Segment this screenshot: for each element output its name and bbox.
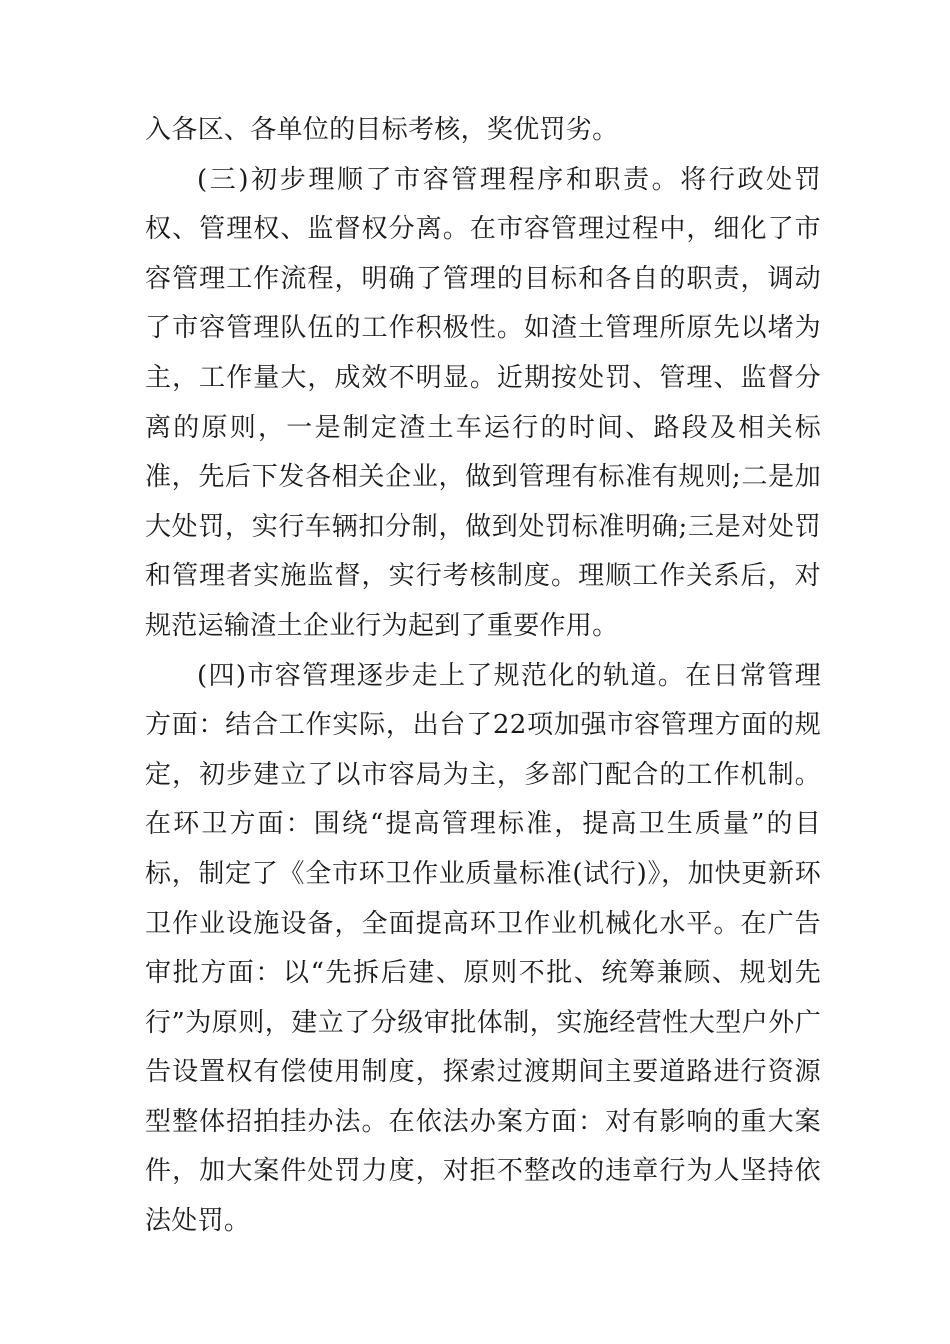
body-text <box>145 106 821 1247</box>
paragraph-section-three: (三)初步理顺了市容管理程序和职责。将行政处罚权、管理权、监督权分离。在市容管理过程中，细化了市容管理工作流程，明确了管理的目标和各自的职责，调动了市容管理队伍的工作积极性。如渣土管理所原先以堵为主，工作量大，成效不明显。近期按处罚、管理、监督分离的原则，一是制定渣土车运行的时间、路段及相关标准，先后下发各相关企业，做到管理有标准有规则;二是加大处罚，实行车辆扣分制，做到处罚标准明确;三是对处罚和管理者实施监督，实行考核制度。理顺工作关系后，对规范运输渣土企业行为起到了重要作用。 <box>145 164 821 641</box>
paragraph-continuation: 入各区、各单位的目标考核，奖优罚劣。 <box>145 115 619 145</box>
paragraph-section-four: (四)市容管理逐步走上了规范化的轨道。在日常管理方面：结合工作实际，出台了22项加强市容管理方面的规定，初步建立了以市容局为主，多部门配合的工作机制。在环卫方面：围绕“提高管理标准，提高卫生质量”的目标，制定了《全市环卫作业质量标准(试行)》，加快更新环卫作业设施设备，全面提高环卫作业机械化水平。在广告审批方面：以“先拆后建、原则不批、统筹兼顾、规划先行”为原则，建立了分级审批体制，实施经营性大型户外广告设置权有偿使用制度，探索过渡期间主要道路进行资源型整体招拍挂办法。在依法办案方面：对有影响的重大案件，加大案件处罚力度，对拒不整改的违章行为人坚持依法处罚。 <box>145 660 821 1237</box>
